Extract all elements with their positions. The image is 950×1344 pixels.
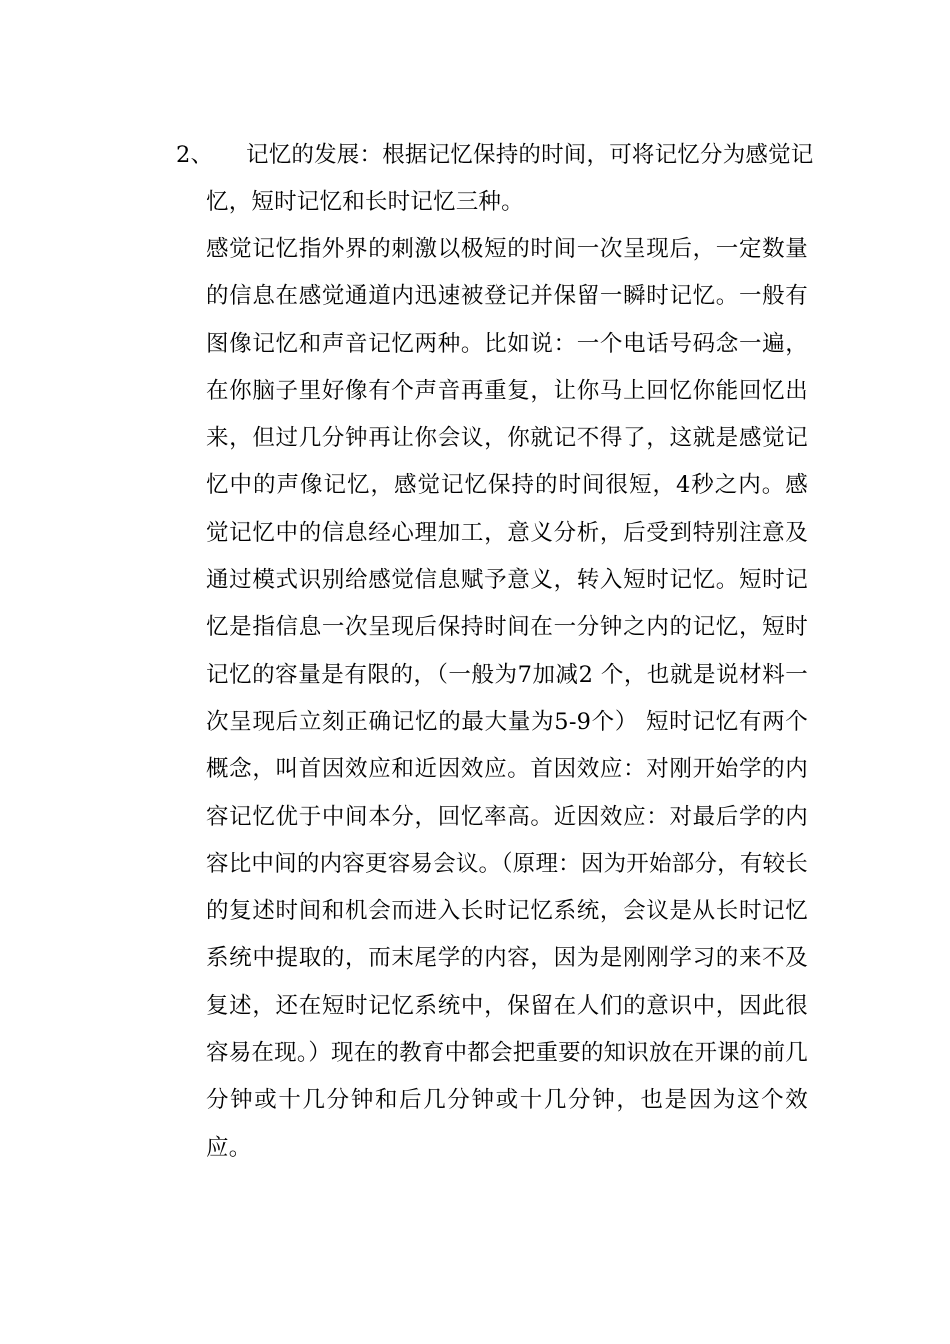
section-heading: [176, 132, 816, 226]
section-heading-text: 记忆的发展：根据记忆保持的时间，可将记忆分为感觉记忆，短时记忆和长时记忆三种。: [206, 142, 814, 215]
section-number: 2、: [176, 142, 214, 168]
body-paragraph: 感觉记忆指外界的刺激以极短的时间一次呈现后，一定数量的信息在感觉通道内迅速被登记并保留一瞬时记忆。一般有图像记忆和声音记忆两种。比如说：一个电话号码念一遍，在你脑子里好像有个声音再重复，让你马上回忆你能回忆出来，但过几分钟再让你会议，你就记不得了，这就是感觉记忆中的声像记忆，感觉记忆保持的时间很短，4秒之内。感觉记忆中的信息经心理加工，意义分析，后受到特别注意及通过模式识别给感觉信息赋予意义，转入短时记忆。短时记忆是指信息一次呈现后保持时间在一分钟之内的记忆，短时记忆的容量是有限的，（一般为7加减2 个，也就是说材料一次呈现后立刻正确记忆的最大量为5-9个） 短时记忆有两个概念，叫首因效应和近因效应。首因效应：对刚开始学的内容记忆优于中间本分，回忆率高。近因效应：对最后学的内容比中间的内容更容易会议。（原理：因为开始部分，有较长的复述时间和机会而进入长时记忆系统，会议是从长时记忆系统中提取的，而末尾学的内容，因为是刚刚学习的来不及复述，还在短时记忆系统中，保留在人们的意识中，因此很容易在现。）现在的教育中都会把重要的知识放在开课的前几分钟或十几分钟和后几分钟或十几分钟，也是因为这个效应。: [206, 236, 808, 1161]
